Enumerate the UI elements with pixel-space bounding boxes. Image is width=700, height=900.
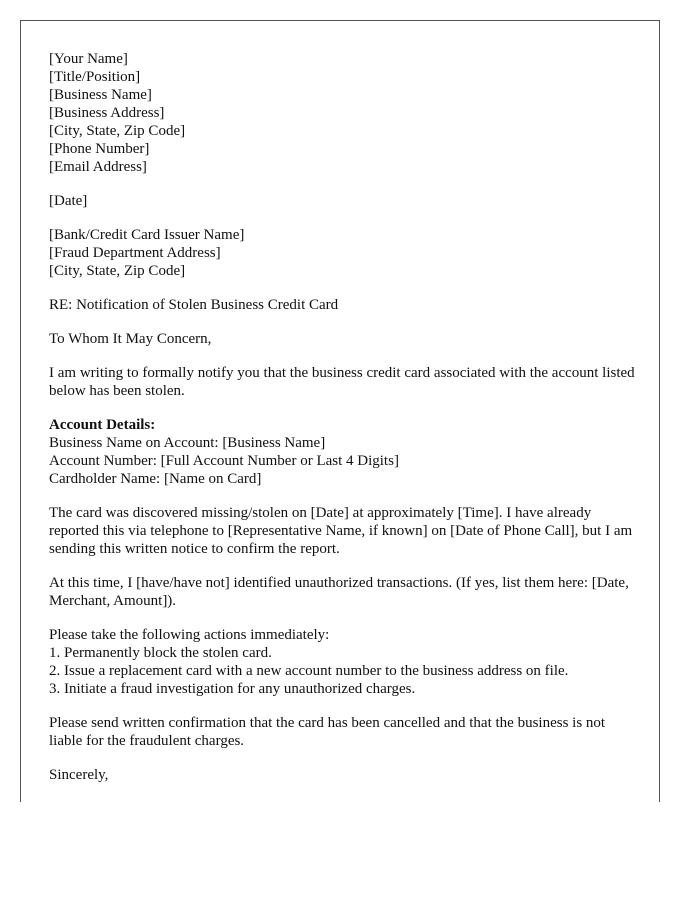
sender-block [49,50,639,176]
intro-paragraph-block [49,364,639,400]
sender-email: [Email Address] [49,159,147,175]
letter-date: [Date] [49,193,88,209]
closing-block [49,766,639,784]
discovery-paragraph: The card was discovered missing/stolen on [Date] at approximately [Time]. I have already reported this via telephone to [Representative Name, if known] on [Date of Phone Call], but I am sending this written notice to confirm the report. [49,505,633,557]
account-details-block [49,416,639,488]
action-item: 2. Issue a replacement card with a new account number to the business address on file. [49,663,569,679]
discovery-paragraph-block [49,504,639,558]
salutation: To Whom It May Concern, [49,331,212,347]
sender-business-address: [Business Address] [49,105,165,121]
confirmation-paragraph: Please send written confirmation that the card has been cancelled and that the business is not liable for the fraudulent charges. [49,715,606,749]
recipient-block [49,226,639,280]
recipient-address: [Fraud Department Address] [49,245,221,261]
letter-page [20,20,660,802]
actions-intro: Please take the following actions immediately: [49,627,330,643]
account-business-name: Business Name on Account: [Business Name] [49,435,326,451]
sender-name: [Your Name] [49,51,128,67]
sender-business-name: [Business Name] [49,87,152,103]
transactions-paragraph-block [49,574,639,610]
letter-body [49,50,639,800]
account-cardholder: Cardholder Name: [Name on Card] [49,471,262,487]
transactions-paragraph: At this time, I [have/have not] identified unauthorized transactions. (If yes, list them here: [Date, Merchant, Amount]). [49,575,629,609]
closing: Sincerely, [49,767,109,783]
action-item: 1. Permanently block the stolen card. [49,645,272,661]
recipient-name: [Bank/Credit Card Issuer Name] [49,227,245,243]
sender-city-state-zip: [City, State, Zip Code] [49,123,186,139]
sender-title: [Title/Position] [49,69,141,85]
salutation-block [49,330,639,348]
date-block [49,192,639,210]
recipient-city-state-zip: [City, State, Zip Code] [49,263,186,279]
account-details-heading: Account Details: [49,417,156,433]
sender-phone: [Phone Number] [49,141,150,157]
intro-paragraph: I am writing to formally notify you that the business credit card associated with the account listed below has been stolen. [49,365,635,399]
action-item: 3. Initiate a fraud investigation for any unauthorized charges. [49,681,416,697]
account-number: Account Number: [Full Account Number or Last 4 Digits] [49,453,399,469]
confirmation-paragraph-block [49,714,639,750]
subject-line: RE: Notification of Stolen Business Credit Card [49,297,339,313]
actions-block [49,626,639,698]
subject-block [49,296,639,314]
